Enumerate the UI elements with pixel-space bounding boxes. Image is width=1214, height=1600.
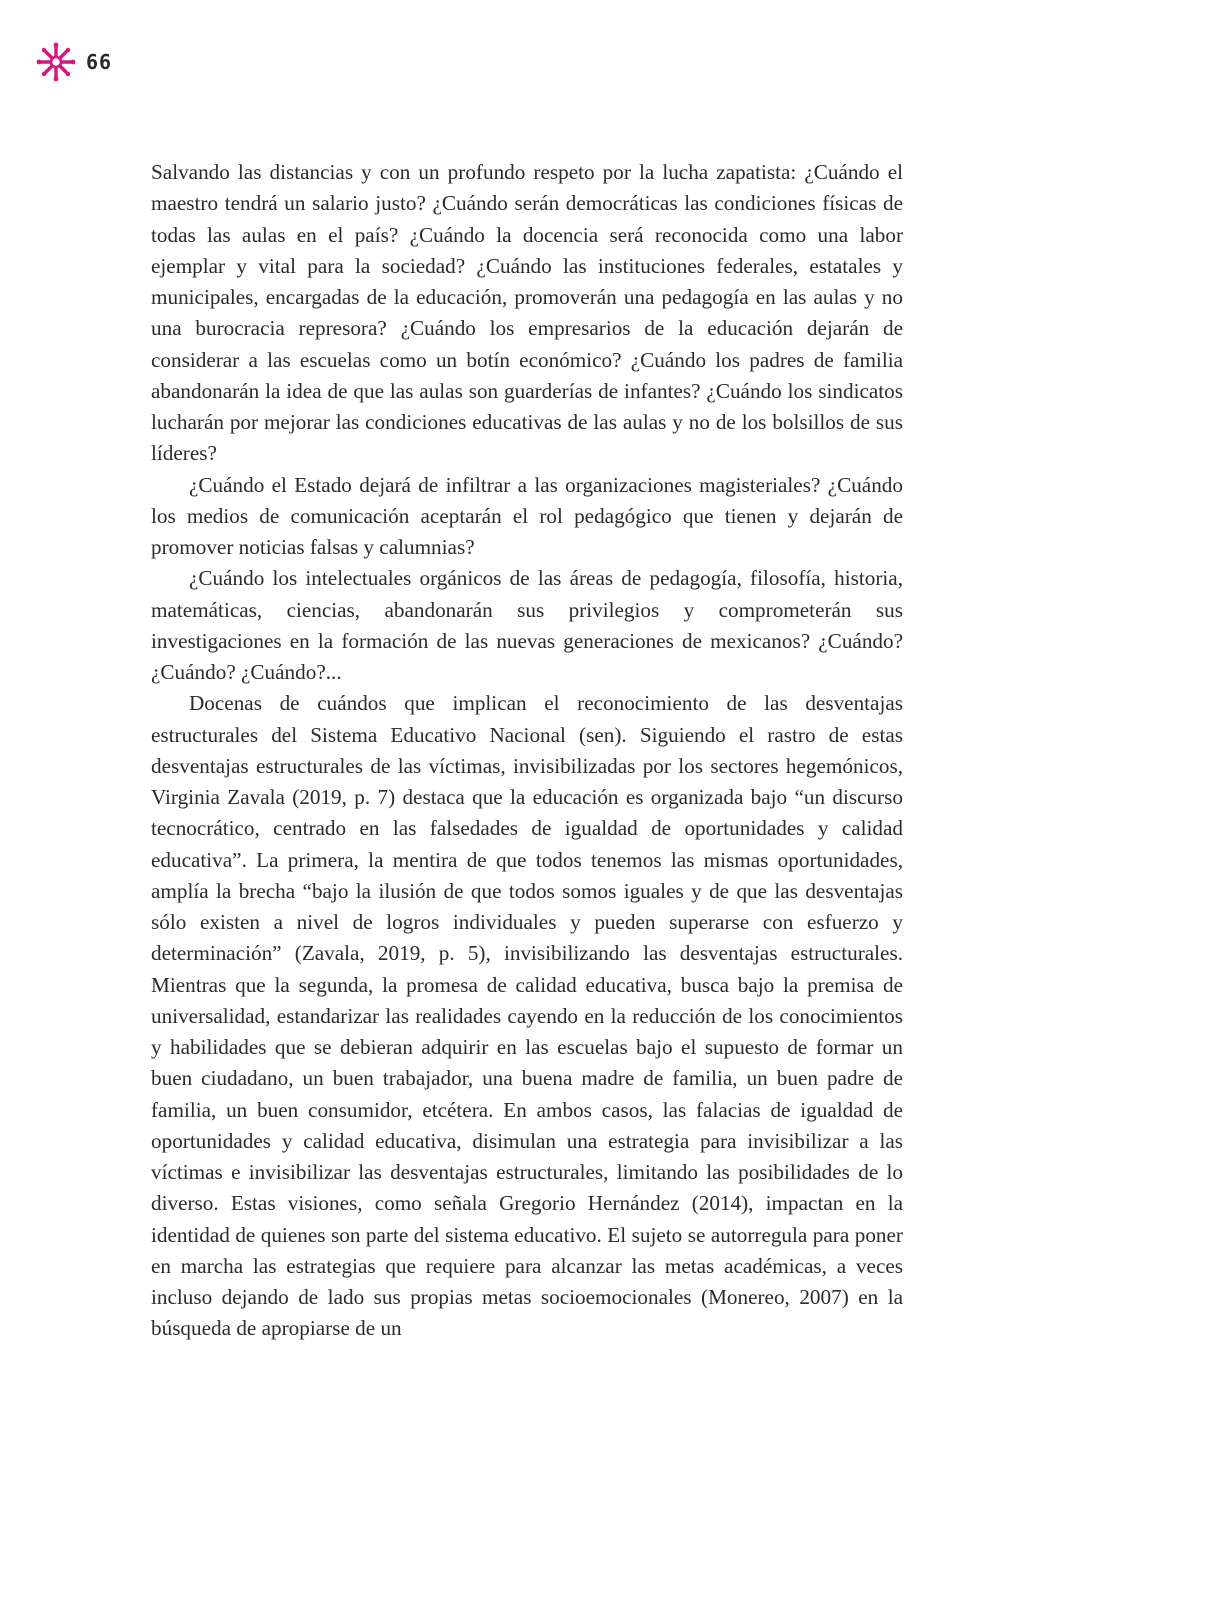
body-text: [151, 157, 903, 1345]
paragraph: ¿Cuándo el Estado dejará de infiltrar a las organizaciones magisteriales? ¿Cuándo los medios de comunicación aceptarán el rol pedagógico que tienen y dejarán de promover noticias falsas y calumnias?: [151, 472, 903, 559]
page-number: 66: [86, 50, 113, 74]
asterisk-flower-icon: [36, 42, 76, 82]
paragraph: Docenas de cuándos que implican el reconocimiento de las desventajas estructurales del Sistema Educativo Nacional (sen). Siguiendo el rastro de estas desventajas estructurales de las víctimas, invisibilizadas por los sectores hegemónicos, Virginia Zavala (2019, p. 7) destaca que la educación es organizada bajo “un discurso tecnocrático, centrado en las falsedades de igualdad de oportunidades y calidad educativa”. La primera, la mentira de que todos tenemos las mismas oportunidades, amplía la brecha “bajo la ilusión de que todos somos iguales y de que las desventajas sólo existen a nivel de logros individuales y pueden superarse con esfuerzo y determinación” (Zavala, 2019, p. 5), invisibilizando las desventajas estructurales. Mientras que la segunda, la promesa de calidad educativa, busca bajo la premisa de universalidad, estandarizar las realidades cayendo en la reducción de los conocimientos y habilidades que se debieran adquirir en las escuelas bajo el supuesto de formar un buen ciudadano, un buen trabajador, una buena madre de familia, un buen padre de familia, un buen consumidor, etcétera. En ambos casos, las falacias de igualdad de oportunidades y calidad educativa, disimulan una estrategia para invisibilizar a las víctimas e invisibilizar las desventajas estructurales, limitando las posibilidades de lo diverso. Estas visiones, como señala Gregorio Hernández (2014), impactan en la identidad de quienes son parte del sistema educativo. El sujeto se autorregula para poner en marcha las estrategias que requiere para alcanzar las metas académicas, a veces incluso dejando de lado sus propias metas socioemocionales (Monereo, 2007) en la búsqueda de apropiarse de un: [151, 691, 903, 1341]
page-header: [36, 42, 112, 82]
paragraph: Salvando las distancias y con un profundo respeto por la lucha zapatista: ¿Cuándo el maestro tendrá un salario justo? ¿Cuándo serán democráticas las condiciones físicas de todas las aulas en el país? ¿Cuándo la docencia será reconocida como una labor ejemplar y vital para la sociedad? ¿Cuándo las instituciones federales, estatales y municipales, encargadas de la educación, promoverán una pedagogía en las aulas y no una burocracia represora? ¿Cuándo los empresarios de la educación dejarán de considerar a las escuelas como un botín económico? ¿Cuándo los padres de familia abandonarán la idea de que las aulas son guarderías de infantes? ¿Cuándo los sindicatos lucharán por mejorar las condiciones educativas de las aulas y no de los bolsillos de sus líderes?: [151, 160, 903, 466]
paragraph: ¿Cuándo los intelectuales orgánicos de las áreas de pedagogía, filosofía, historia, matemáticas, ciencias, abandonarán sus privilegios y comprometerán sus investigaciones en la formación de las nuevas generaciones de mexicanos? ¿Cuándo? ¿Cuándo? ¿Cuándo?...: [151, 566, 903, 684]
